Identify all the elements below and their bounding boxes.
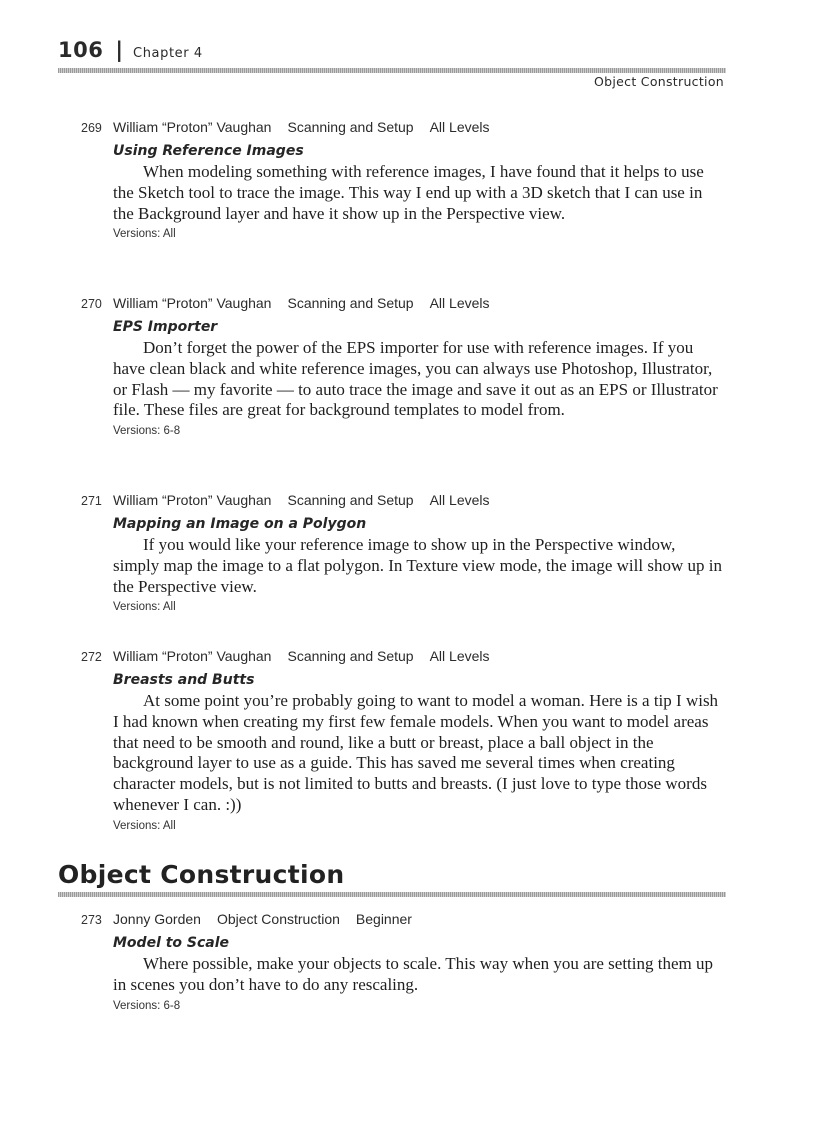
tip-meta	[81, 492, 723, 514]
tip-category: Scanning and Setup	[287, 295, 414, 311]
tip-level: All Levels	[429, 119, 490, 135]
tip-category: Scanning and Setup	[287, 119, 414, 135]
tip-entry	[81, 119, 723, 240]
tip-title: Using Reference Images	[113, 143, 304, 159]
tip-category: Scanning and Setup	[287, 492, 414, 508]
page-number: 106	[58, 38, 104, 62]
tip-title: EPS Importer	[113, 319, 218, 335]
tip-versions: Versions: 6-8	[113, 999, 181, 1012]
tip-author: Jonny Gorden	[113, 911, 201, 927]
tip-level: All Levels	[429, 648, 490, 664]
running-title: Object Construction	[594, 74, 724, 89]
header-left	[58, 38, 203, 68]
tip-title: Model to Scale	[113, 935, 230, 951]
header-rule	[58, 68, 726, 73]
tip-category: Object Construction	[216, 911, 340, 927]
tip-entry	[81, 911, 723, 1012]
tip-title: Breasts and Butts	[113, 672, 255, 688]
tip-level: All Levels	[429, 295, 490, 311]
tip-category: Scanning and Setup	[287, 648, 414, 664]
tip-meta	[81, 295, 723, 317]
chapter-label: Chapter 4	[133, 46, 203, 61]
tip-number: 270	[81, 297, 102, 311]
tip-body: If you would like your reference image to show up in the Perspective window, simply map the image to a flat polygon. In Texture view mode, the image will show up in the Perspective view.	[113, 535, 722, 596]
tip-body: When modeling something with reference images, I have found that it helps to use the Sketch tool to trace the image. This way I end up with a 3D sketch that I can use in the Background layer and have it show up in the Perspective view.	[113, 162, 704, 223]
header-separator: |	[115, 38, 124, 62]
tip-author: William “Proton” Vaughan	[113, 648, 272, 664]
tip-author: William “Proton” Vaughan	[113, 295, 272, 311]
tip-author: William “Proton” Vaughan	[113, 119, 272, 135]
tip-meta	[81, 119, 723, 141]
section-rule	[58, 892, 726, 897]
tip-meta	[81, 911, 723, 933]
tip-body: Where possible, make your objects to scale. This way when you are setting them up in scenes you don’t have to do any rescaling.	[113, 954, 713, 994]
tip-entry	[81, 492, 723, 613]
tip-title: Mapping an Image on a Polygon	[113, 516, 367, 532]
tip-entry	[81, 295, 723, 437]
tip-versions: Versions: All	[113, 601, 176, 614]
section-heading: Object Construction	[58, 860, 345, 889]
tip-level: All Levels	[429, 492, 490, 508]
tip-meta	[81, 648, 723, 670]
tip-number: 269	[81, 121, 102, 135]
tip-versions: Versions: All	[113, 819, 176, 832]
tip-number: 273	[81, 913, 102, 927]
tip-author: William “Proton” Vaughan	[113, 492, 272, 508]
tip-versions: Versions: All	[113, 228, 176, 241]
tip-entry	[81, 648, 723, 832]
tip-number: 271	[81, 494, 102, 508]
tip-body: At some point you’re probably going to want to model a woman. Here is a tip I wish I had known when creating my first few female models. When you want to model areas that need to be smooth and round, like a butt or breast, place a ball object in the background layer to use as a guide. This has saved me several times when creating character models, but is not limited to butts and breasts. (I just love to type those words whenever I can. :))	[113, 691, 719, 814]
tip-number: 272	[81, 650, 102, 664]
tip-level: Beginner	[355, 911, 412, 927]
tip-body: Don’t forget the power of the EPS importer for use with reference images. If you have clean black and white reference images, you can always use Photoshop, Illustrator, or Flash — my favorite — to auto trace the image and save it out as an EPS or Illustrator file. These files are great for background templates to model from.	[113, 338, 718, 420]
tip-versions: Versions: 6-8	[113, 425, 181, 438]
